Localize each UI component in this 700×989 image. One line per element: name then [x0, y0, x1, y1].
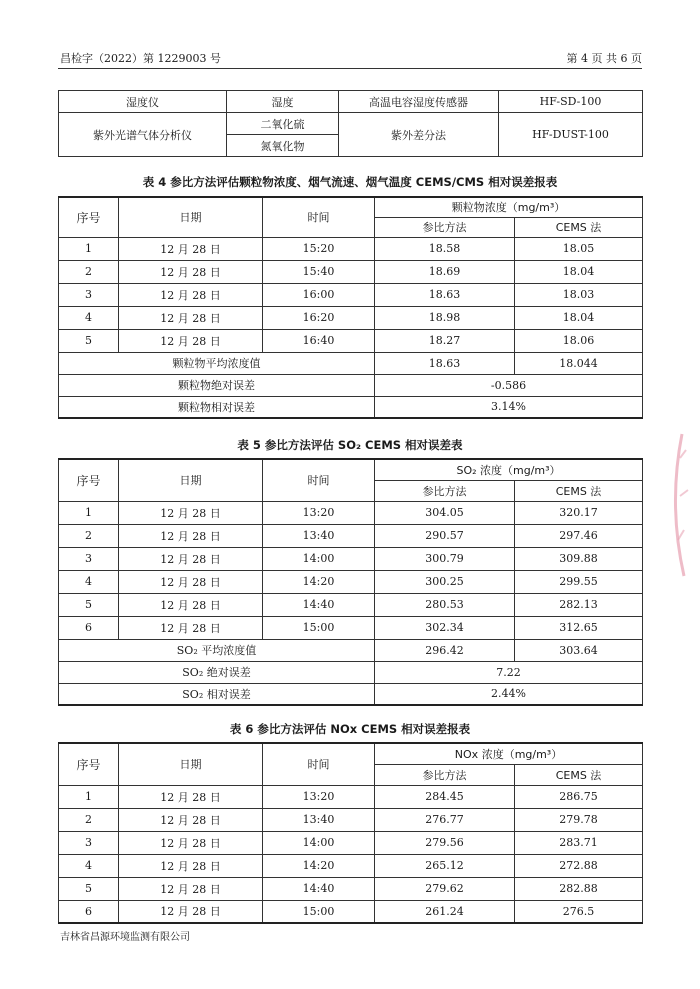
- row-no: 3: [59, 831, 119, 854]
- table5-body: [59, 501, 643, 639]
- row-cems: 312.65: [515, 616, 643, 639]
- row-time: 14:00: [263, 547, 375, 570]
- table-row: [59, 306, 643, 329]
- row-date: 12 月 28 日: [119, 501, 263, 524]
- equipment-method: 紫外差分法: [339, 113, 499, 157]
- row-no: 3: [59, 283, 119, 306]
- row-ref: 284.45: [375, 785, 515, 808]
- row-no: 1: [59, 501, 119, 524]
- row-ref: 279.56: [375, 831, 515, 854]
- equipment-name: 湿度仪: [59, 91, 227, 113]
- rel-value: 3.14%: [375, 396, 643, 418]
- table6: [58, 742, 643, 924]
- table4: [58, 196, 643, 419]
- row-no: 4: [59, 306, 119, 329]
- row-ref: 280.53: [375, 593, 515, 616]
- row-date: 12 月 28 日: [119, 854, 263, 877]
- row-date: 12 月 28 日: [119, 260, 263, 283]
- row-date: 12 月 28 日: [119, 900, 263, 923]
- table-row: [59, 283, 643, 306]
- table-row: [59, 900, 643, 923]
- row-date: 12 月 28 日: [119, 237, 263, 260]
- col-time: 时间: [263, 743, 375, 785]
- row-date: 12 月 28 日: [119, 329, 263, 352]
- row-date: 12 月 28 日: [119, 616, 263, 639]
- header-divider: [58, 68, 642, 69]
- row-ref: 276.77: [375, 808, 515, 831]
- row-ref: 302.34: [375, 616, 515, 639]
- equipment-name: 紫外光谱气体分析仪: [59, 113, 227, 157]
- abs-label: 颗粒物绝对误差: [59, 374, 375, 396]
- row-cems: 18.06: [515, 329, 643, 352]
- row-date: 12 月 28 日: [119, 547, 263, 570]
- col-ref: 参比方法: [375, 480, 515, 501]
- row-ref: 300.79: [375, 547, 515, 570]
- table-row: [59, 808, 643, 831]
- row-no: 4: [59, 854, 119, 877]
- col-no: 序号: [59, 197, 119, 237]
- avg-cems: 303.64: [515, 639, 643, 661]
- table5: [58, 458, 643, 706]
- row-time: 13:40: [263, 808, 375, 831]
- rel-value: 2.44%: [375, 683, 643, 705]
- row-time: 14:00: [263, 831, 375, 854]
- row-time: 13:20: [263, 785, 375, 808]
- row-cems: 283.71: [515, 831, 643, 854]
- table-row: [59, 831, 643, 854]
- row-cems: 276.5: [515, 900, 643, 923]
- row-time: 15:00: [263, 900, 375, 923]
- col-time: 时间: [263, 459, 375, 501]
- row-no: 5: [59, 877, 119, 900]
- rel-label: 颗粒物相对误差: [59, 396, 375, 418]
- table-row: [59, 260, 643, 283]
- table-row: [59, 877, 643, 900]
- row-ref: 18.58: [375, 237, 515, 260]
- row-ref: 261.24: [375, 900, 515, 923]
- row-time: 15:00: [263, 616, 375, 639]
- seal-stamp: [664, 430, 694, 580]
- row-cems: 18.03: [515, 283, 643, 306]
- row-ref: 290.57: [375, 524, 515, 547]
- equipment-table: [58, 90, 643, 157]
- table6-caption: 表 6 参比方法评估 NOx CEMS 相对误差报表: [229, 722, 471, 736]
- abs-value: -0.586: [375, 374, 643, 396]
- row-time: 14:20: [263, 570, 375, 593]
- row-no: 6: [59, 900, 119, 923]
- col-no: 序号: [59, 743, 119, 785]
- row-ref: 18.63: [375, 283, 515, 306]
- col-cems: CEMS 法: [515, 217, 643, 237]
- col-cems: CEMS 法: [515, 480, 643, 501]
- equipment-model: HF-SD-100: [499, 91, 643, 113]
- avg-label: 颗粒物平均浓度值: [59, 352, 375, 374]
- seal-stamp-mark: [678, 450, 688, 540]
- col-ref: 参比方法: [375, 217, 515, 237]
- row-time: 15:20: [263, 237, 375, 260]
- table-row: [59, 854, 643, 877]
- table4-body: [59, 237, 643, 352]
- table-row: [59, 501, 643, 524]
- row-date: 12 月 28 日: [119, 524, 263, 547]
- row-no: 5: [59, 593, 119, 616]
- col-date: 日期: [119, 743, 263, 785]
- row-no: 6: [59, 616, 119, 639]
- row-no: 1: [59, 237, 119, 260]
- equipment-param: 氮氧化物: [227, 135, 339, 157]
- row-time: 14:40: [263, 593, 375, 616]
- report-number: 昌检字（2022）第 1229003 号: [60, 52, 221, 65]
- row-time: 14:20: [263, 854, 375, 877]
- row-date: 12 月 28 日: [119, 831, 263, 854]
- table-row: [59, 616, 643, 639]
- avg-cems: 18.044: [515, 352, 643, 374]
- row-no: 1: [59, 785, 119, 808]
- row-cems: 286.75: [515, 785, 643, 808]
- equipment-method: 高温电容湿度传感器: [339, 91, 499, 113]
- row-date: 12 月 28 日: [119, 306, 263, 329]
- row-no: 2: [59, 260, 119, 283]
- table5-caption: 表 5 参比方法评估 SO₂ CEMS 相对误差表: [237, 438, 463, 452]
- row-ref: 304.05: [375, 501, 515, 524]
- row-cems: 297.46: [515, 524, 643, 547]
- row-ref: 279.62: [375, 877, 515, 900]
- row-ref: 18.27: [375, 329, 515, 352]
- table-row: [59, 785, 643, 808]
- page-number: 第 4 页 共 6 页: [566, 52, 642, 65]
- col-group: NOx 浓度（mg/m³）: [375, 743, 643, 764]
- row-no: 4: [59, 570, 119, 593]
- avg-ref: 18.63: [375, 352, 515, 374]
- row-cems: 18.04: [515, 260, 643, 283]
- row-time: 13:20: [263, 501, 375, 524]
- col-no: 序号: [59, 459, 119, 501]
- row-cems: 279.78: [515, 808, 643, 831]
- row-cems: 272.88: [515, 854, 643, 877]
- equipment-param: 湿度: [227, 91, 339, 113]
- row-time: 16:00: [263, 283, 375, 306]
- col-group: SO₂ 浓度（mg/m³）: [375, 459, 643, 480]
- col-group: 颗粒物浓度（mg/m³）: [375, 197, 643, 217]
- row-time: 16:20: [263, 306, 375, 329]
- equipment-param: 二氧化硫: [227, 113, 339, 135]
- row-cems: 18.05: [515, 237, 643, 260]
- col-ref: 参比方法: [375, 764, 515, 785]
- row-time: 13:40: [263, 524, 375, 547]
- company-footer: 吉林省昌源环境监测有限公司: [60, 932, 190, 943]
- row-ref: 300.25: [375, 570, 515, 593]
- row-ref: 18.69: [375, 260, 515, 283]
- row-time: 16:40: [263, 329, 375, 352]
- table4-caption: 表 4 参比方法评估颗粒物浓度、烟气流速、烟气温度 CEMS/CMS 相对误差报表: [142, 175, 558, 189]
- row-date: 12 月 28 日: [119, 877, 263, 900]
- row-no: 5: [59, 329, 119, 352]
- table6-body: [59, 785, 643, 923]
- row-no: 2: [59, 524, 119, 547]
- row-date: 12 月 28 日: [119, 283, 263, 306]
- table-row: [59, 547, 643, 570]
- avg-ref: 296.42: [375, 639, 515, 661]
- table-row: [59, 237, 643, 260]
- row-date: 12 月 28 日: [119, 785, 263, 808]
- row-ref: 265.12: [375, 854, 515, 877]
- row-ref: 18.98: [375, 306, 515, 329]
- col-date: 日期: [119, 197, 263, 237]
- row-no: 2: [59, 808, 119, 831]
- abs-label: SO₂ 绝对误差: [59, 661, 375, 683]
- row-cems: 309.88: [515, 547, 643, 570]
- table-row: [59, 593, 643, 616]
- row-date: 12 月 28 日: [119, 808, 263, 831]
- row-time: 15:40: [263, 260, 375, 283]
- col-date: 日期: [119, 459, 263, 501]
- table-row: [59, 329, 643, 352]
- avg-label: SO₂ 平均浓度值: [59, 639, 375, 661]
- row-date: 12 月 28 日: [119, 570, 263, 593]
- rel-label: SO₂ 相对误差: [59, 683, 375, 705]
- table-row: [59, 570, 643, 593]
- row-cems: 18.04: [515, 306, 643, 329]
- col-cems: CEMS 法: [515, 764, 643, 785]
- row-no: 3: [59, 547, 119, 570]
- row-cems: 320.17: [515, 501, 643, 524]
- abs-value: 7.22: [375, 661, 643, 683]
- row-cems: 299.55: [515, 570, 643, 593]
- row-cems: 282.13: [515, 593, 643, 616]
- row-time: 14:40: [263, 877, 375, 900]
- table-row: [59, 524, 643, 547]
- col-time: 时间: [263, 197, 375, 237]
- row-cems: 282.88: [515, 877, 643, 900]
- row-date: 12 月 28 日: [119, 593, 263, 616]
- equipment-model: HF-DUST-100: [499, 113, 643, 157]
